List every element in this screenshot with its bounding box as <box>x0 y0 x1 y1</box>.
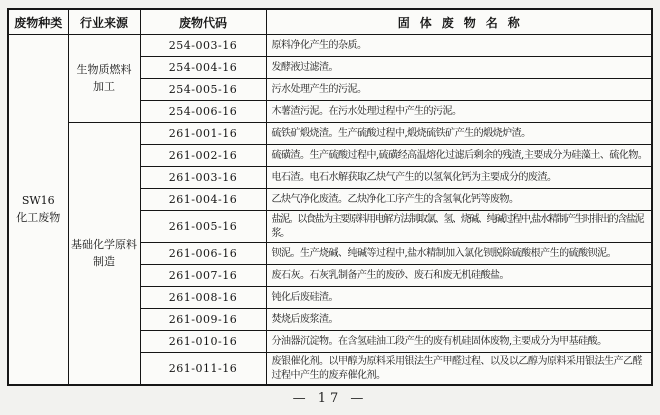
category-code: SW16 <box>21 194 55 207</box>
waste-name: 乙炔气净化废渣。乙炔净化工序产生的含氢氧化钙等废物。 <box>266 189 652 211</box>
waste-name: 发酵液过滤渣。 <box>266 57 652 79</box>
waste-name: 污水处理产生的污泥。 <box>266 79 652 101</box>
industry-line: 基础化学原料 <box>71 238 137 251</box>
waste-code: 254-003-16 <box>140 35 266 57</box>
waste-name: 硫磺渣。生产硫酸过程中,硫磺经高温熔化过滤后剩余的残渣,主要成分为硅藻土、硫化物。 <box>266 145 652 167</box>
waste-code: 261-002-16 <box>140 145 266 167</box>
waste-code: 261-011-16 <box>140 353 266 386</box>
waste-name: 焚烧后废浆渣。 <box>266 309 652 331</box>
header-waste-category: 废物种类 <box>8 9 68 35</box>
industry-line: 生物质燃料 <box>76 63 132 76</box>
waste-code: 261-001-16 <box>140 123 266 145</box>
waste-code: 254-006-16 <box>140 101 266 123</box>
waste-code: 261-004-16 <box>140 189 266 211</box>
waste-name: 原料净化产生的杂质。 <box>266 35 652 57</box>
industry-source-cell <box>68 35 140 123</box>
header-waste-name: 固体废物名称 <box>266 9 652 35</box>
waste-code: 254-004-16 <box>140 57 266 79</box>
table-row <box>8 35 652 57</box>
waste-code: 261-008-16 <box>140 287 266 309</box>
header-waste-code: 废物代码 <box>140 9 266 35</box>
waste-code: 261-007-16 <box>140 265 266 287</box>
waste-code: 254-005-16 <box>140 79 266 101</box>
category-name: 化工废物 <box>16 210 61 224</box>
waste-name: 硫铁矿煅烧渣。生产硫酸过程中,煅烧硫铁矿产生的煅烧炉渣。 <box>266 123 652 145</box>
waste-code: 261-006-16 <box>140 243 266 265</box>
header-row <box>8 9 652 35</box>
waste-name: 废银催化剂。以甲醇为原料采用银法生产甲醛过程、以及以乙醇为原料采用银法生产乙醛过程中产生的废弃催化剂。 <box>266 353 652 386</box>
waste-name: 电石渣。电石水解获取乙炔气产生的以氢氧化钙为主要成分的废渣。 <box>266 167 652 189</box>
industry-source-cell <box>68 123 140 386</box>
waste-name: 分油器沉淀物。在含氢硅油工段产生的废有机硅固体废物,主要成分为甲基硅酸。 <box>266 331 652 353</box>
header-industry-source: 行业来源 <box>68 9 140 35</box>
waste-code: 261-010-16 <box>140 331 266 353</box>
waste-code: 261-005-16 <box>140 211 266 243</box>
waste-code: 261-009-16 <box>140 309 266 331</box>
waste-code: 261-003-16 <box>140 167 266 189</box>
waste-name: 钡泥。生产烧碱、纯碱等过程中,盐水精制加入氯化钡脱除硫酸根产生的硫酸钡泥。 <box>266 243 652 265</box>
industry-line: 制造 <box>93 254 115 268</box>
waste-name: 钝化后废硅渣。 <box>266 287 652 309</box>
waste-name: 木薯渣污泥。在污水处理过程中产生的污泥。 <box>266 101 652 123</box>
waste-name: 盐泥。以食盐为主要原料用电解方法制取氯、氢、烧碱、纯碱过程中,盐水精制产生时排出的含盐泥浆。 <box>266 211 652 243</box>
solid-waste-table <box>7 8 653 386</box>
waste-category-cell <box>8 35 68 386</box>
waste-name: 废石灰。石灰乳制备产生的废砂、废石和废无机硅酸盐。 <box>266 265 652 287</box>
industry-line: 加工 <box>93 79 115 93</box>
page-number: — 17 — <box>292 391 368 406</box>
table-row <box>8 123 652 145</box>
